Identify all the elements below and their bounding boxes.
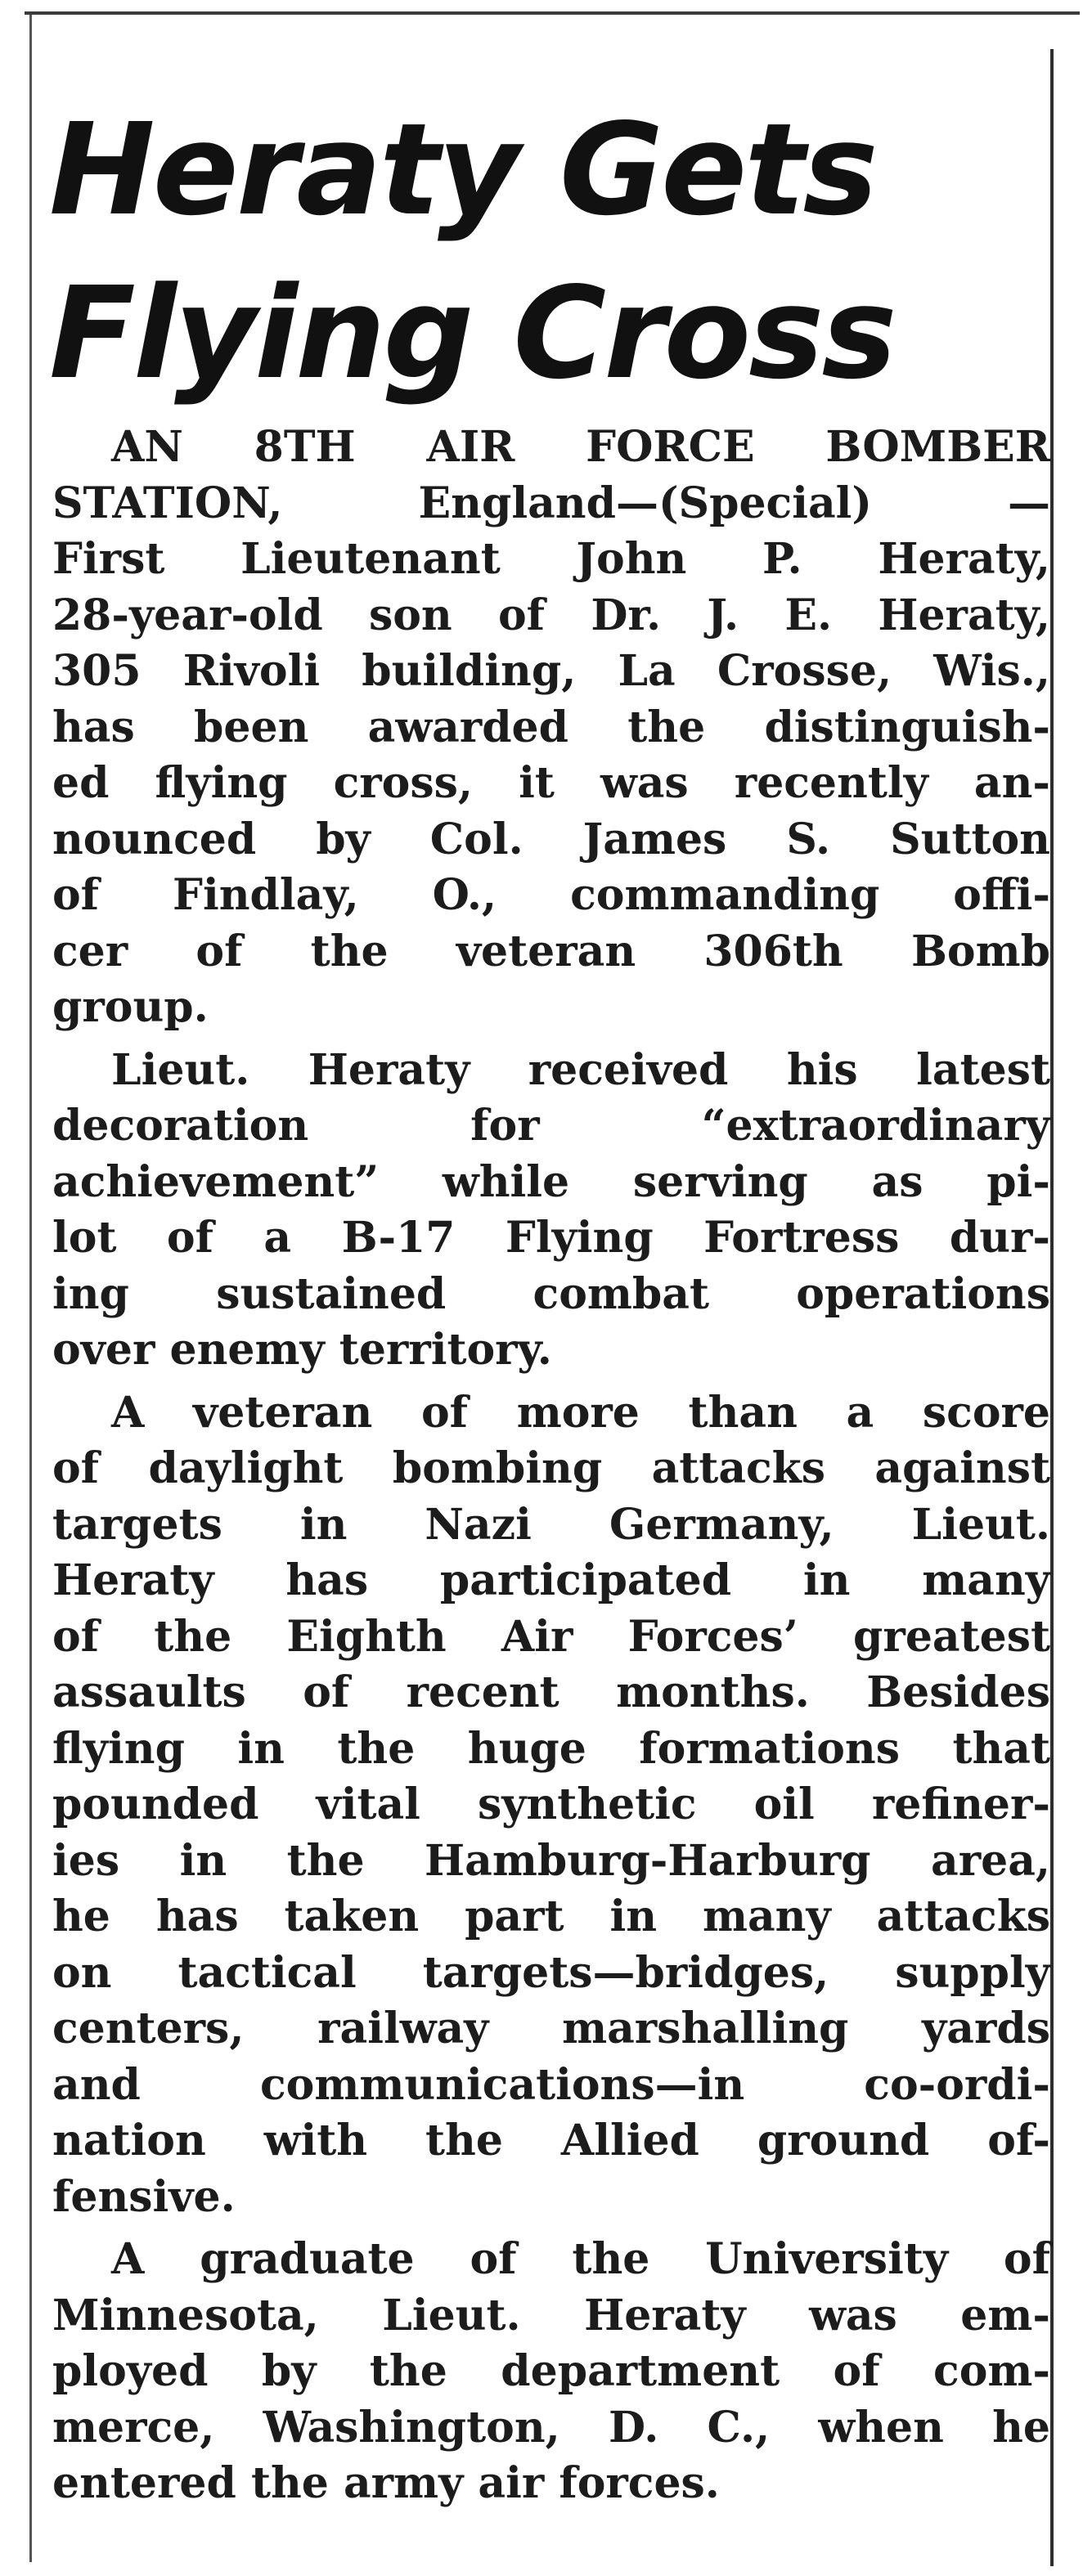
article-line: decoration for “extraordinary	[52, 1101, 1050, 1151]
article-line: ies in the Hamburg-Harburg area,	[52, 1835, 1050, 1886]
article-line: AN 8TH AIR FORCE BOMBER	[111, 422, 1050, 472]
article-line: First Lieutenant John P. Heraty,	[52, 534, 1050, 584]
article-line: entered the army air forces.	[52, 2458, 720, 2508]
article-line: ing sustained combat operations	[52, 1268, 1050, 1319]
left-column-rule	[29, 15, 32, 2562]
article-line: assaults of recent months. Besides	[52, 1667, 1050, 1717]
article-line: over enemy territory.	[52, 1325, 552, 1375]
article-line: Minnesota, Lieut. Heraty was em-	[52, 2290, 1050, 2340]
article-paragraph	[52, 1385, 1050, 2226]
article-paragraph	[52, 420, 1050, 1036]
article-line: of daylight bombing attacks against	[52, 1443, 1050, 1493]
article-line: nation with the Allied ground of-	[52, 2116, 1050, 2165]
article-line: targets in Nazi Germany, Lieut.	[52, 1499, 1050, 1550]
article-line: on tactical targets—bridges, supply	[52, 1947, 1050, 1998]
article-line: ployed by the department of com-	[52, 2346, 1050, 2396]
article-line: STATION, England—(Special) —	[52, 478, 1050, 528]
article-line: of Findlay, O., commanding offi-	[52, 870, 1050, 920]
article-line: he has taken part in many attacks	[52, 1892, 1050, 1941]
article-line: flying in the huge formations that	[52, 1723, 1050, 1774]
right-column-rule	[1050, 49, 1054, 2566]
article-line: pounded vital synthetic oil refiner-	[52, 1779, 1050, 1829]
article-line: centers, railway marshalling yards	[52, 2004, 1050, 2053]
article-line: ed flying cross, it was recently an-	[52, 758, 1050, 808]
newspaper-clipping	[25, 7, 1067, 2566]
article-line: A graduate of the University of	[111, 2234, 1050, 2284]
article-line: and communications—in co-ordi-	[52, 2059, 1050, 2110]
article-paragraph	[52, 1043, 1050, 1379]
article-line: Heraty has participated in many	[52, 1555, 1050, 1605]
article-line: of the Eighth Air Forces’ greatest	[52, 1611, 1050, 1662]
article-line: group.	[52, 982, 209, 1032]
article-line: lot of a B-17 Flying Fortress dur-	[52, 1213, 1050, 1263]
headline-line-1: Heraty Gets	[49, 96, 876, 244]
article-line: fensive.	[52, 2171, 236, 2222]
article-line: nounced by Col. James S. Sutton	[52, 814, 1050, 864]
article-line: 305 Rivoli building, La Crosse, Wis.,	[52, 646, 1050, 696]
headline-line-2: Flying Cross	[49, 259, 895, 407]
top-column-rule	[25, 11, 1080, 15]
article-paragraph	[52, 2232, 1050, 2512]
headline	[49, 88, 1031, 415]
article-line: Lieut. Heraty received his latest	[111, 1044, 1050, 1095]
article-line: A veteran of more than a score	[111, 1387, 1050, 1438]
article-line: cer of the veteran 306th Bomb	[52, 926, 1050, 976]
article-line: 28-year-old son of Dr. J. E. Heraty,	[52, 590, 1050, 640]
article-line: has been awarded the distinguish-	[52, 702, 1050, 752]
article-body	[52, 420, 1050, 2519]
article-line: merce, Washington, D. C., when he	[52, 2402, 1050, 2453]
article-line: achievement” while serving as pi-	[52, 1156, 1050, 1207]
